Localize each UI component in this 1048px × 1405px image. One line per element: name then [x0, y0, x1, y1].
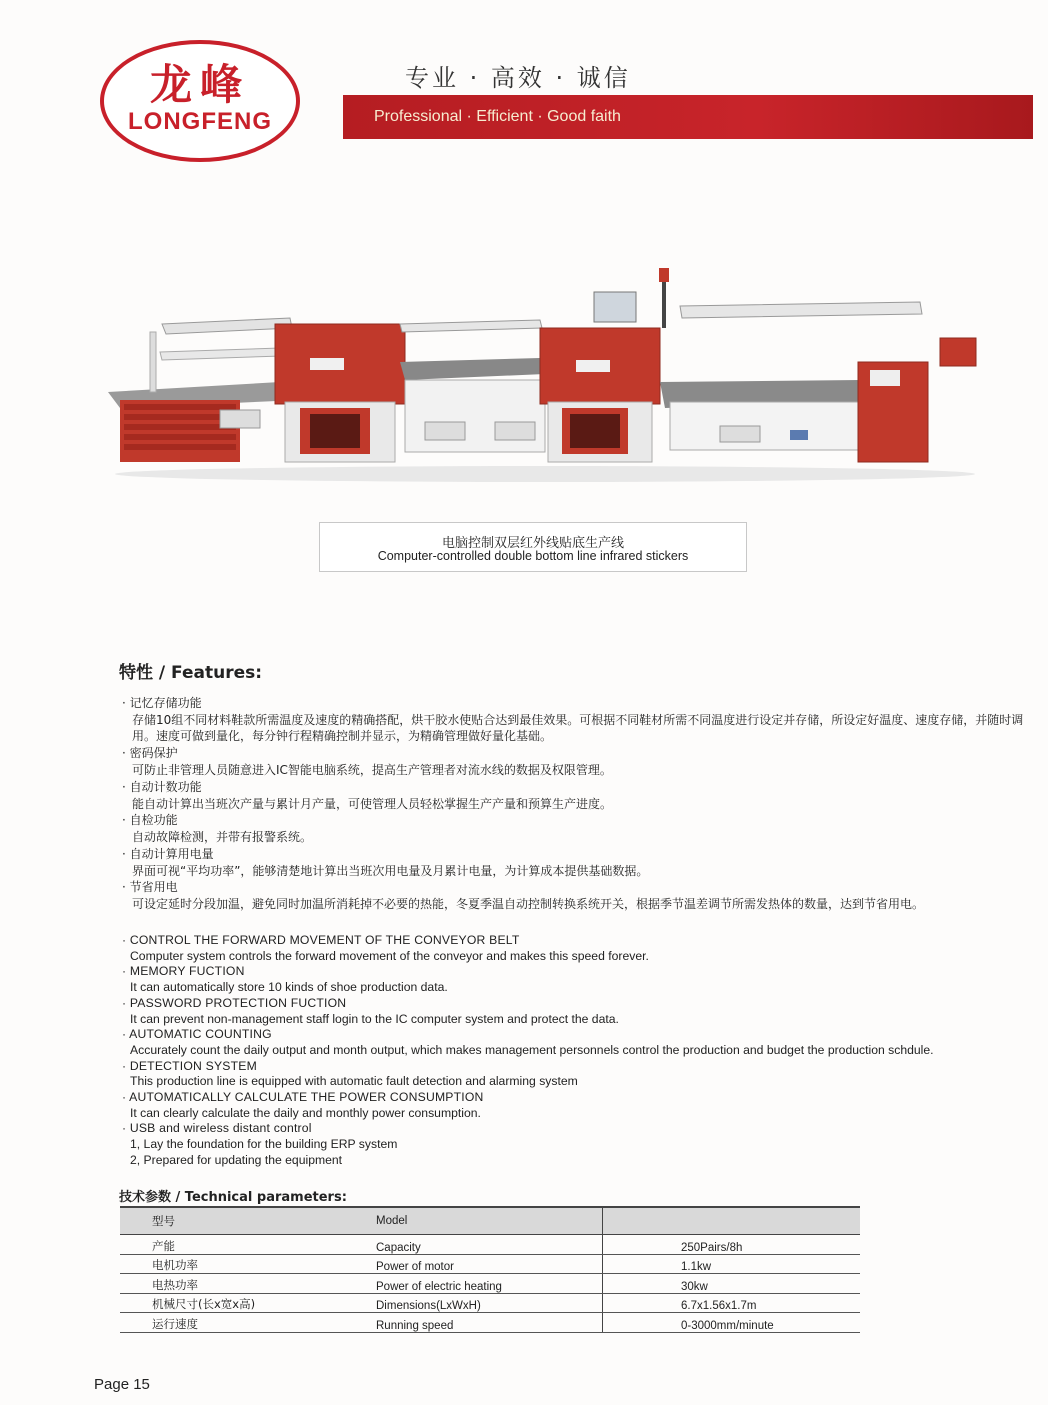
feature-cn-desc: 可防止非管理人员随意进入IC智能电脑系统，提高生产管理者对流水线的数据及权限管理。: [132, 762, 612, 777]
table-cell-en: Dimensions(LxWxH): [348, 1293, 603, 1313]
feature-cn-title: · 密码保护: [122, 746, 178, 760]
table-cell-value: [603, 1208, 861, 1235]
feature-cn-desc: 可设定延时分段加温，避免同时加温所消耗掉不必要的热能，冬夏季温自动控制转换系统开关，根据季节温差调节所需发热体的数量，达到节省用电。: [132, 896, 925, 911]
table-cell-cn: 型号: [120, 1208, 348, 1235]
company-logo: [100, 40, 300, 162]
feature-cn-item: [122, 812, 1032, 845]
feature-cn-desc: 自动故障检测，并带有报警系统。: [132, 829, 313, 844]
logo-en-text: LONGFENG: [128, 108, 272, 135]
table-row: [120, 1235, 860, 1255]
feature-en-title: · USB and wireless distant control: [122, 1121, 312, 1136]
table-cell-value: 30kw: [603, 1274, 861, 1294]
slogan-banner: [343, 95, 1033, 139]
feature-en-desc: Accurately count the daily output and month output, which makes management personnels control the production and budget the production schdule.: [130, 1042, 934, 1057]
table-cell-cn: 运行速度: [120, 1313, 348, 1333]
slogan-en: Professional · Efficient · Good faith: [374, 108, 621, 125]
table-cell-cn: 产能: [120, 1235, 348, 1255]
table-row: [120, 1274, 860, 1294]
feature-cn-item: [122, 879, 1032, 912]
feature-cn-item: [122, 846, 1032, 879]
table-cell-cn: 电热功率: [120, 1274, 348, 1294]
feature-cn-title: · 自检功能: [122, 813, 178, 827]
table-cell-value: 0-3000mm/minute: [603, 1313, 861, 1333]
caption-en: Computer-controlled double bottom line infrared stickers: [377, 549, 689, 563]
feature-en-desc: 1, Lay the foundation for the building ERP system: [130, 1137, 398, 1152]
feature-en-desc: It can clearly calculate the daily and monthly power consumption.: [130, 1105, 481, 1120]
page-number: Page 15: [94, 1376, 150, 1393]
feature-en-desc: This production line is equipped with automatic fault detection and alarming system: [130, 1074, 578, 1089]
feature-cn-title: · 自动计数功能: [122, 780, 202, 794]
table-cell-en: Power of electric heating: [348, 1274, 603, 1294]
feature-en-title: · AUTOMATIC COUNTING: [122, 1027, 272, 1042]
table-cell-value: 1.1kw: [603, 1254, 861, 1274]
table-cell-en: Model: [348, 1208, 603, 1235]
feature-en-desc: Computer system controls the forward movement of the conveyor and makes this speed forever.: [130, 948, 649, 963]
feature-en-title: · DETECTION SYSTEM: [122, 1058, 257, 1073]
logo-cn-text: 龙峰: [149, 60, 250, 109]
slogan-cn: 专业 · 高效 · 诚信: [405, 64, 631, 92]
feature-cn-item: [122, 779, 1032, 812]
feature-en-desc: 2, Prepared for updating the equipment: [130, 1152, 343, 1167]
feature-en-title: · AUTOMATICALLY CALCULATE THE POWER CONSUMPTION: [122, 1090, 484, 1105]
feature-cn-item: [122, 745, 1032, 778]
feature-en-desc: It can automatically store 10 kinds of shoe production data.: [130, 980, 448, 995]
feature-cn-desc: 界面可视“平均功率”，能够清楚地计算出当班次用电量及月累计电量，为计算成本提供基础数据。: [132, 863, 649, 878]
table-cell-value: 6.7x1.56x1.7m: [603, 1293, 861, 1313]
table-row: [120, 1254, 860, 1274]
table-cell-cn: 机械尺寸(长x宽x高): [120, 1293, 348, 1313]
table-cell-cn: 电机功率: [120, 1254, 348, 1274]
table-row: [120, 1313, 860, 1333]
feature-en-title: · MEMORY FUCTION: [122, 964, 245, 979]
table-cell-en: Power of motor: [348, 1254, 603, 1274]
table-cell-en: Capacity: [348, 1235, 603, 1255]
feature-cn-item: [122, 695, 1032, 745]
caption-cn: 电脑控制双层红外线贴底生产线: [441, 536, 624, 551]
feature-en-desc: It can prevent non-management staff login to the IC computer system and protect the data.: [130, 1011, 619, 1026]
production-line-image: [100, 262, 990, 492]
feature-cn-desc: 能自动计算出当班次产量与累计月产量，可使管理人员轻松掌握生产产量和预算生产进度。: [132, 796, 613, 811]
table-row: [120, 1293, 860, 1313]
features-en-list: [122, 933, 1022, 1169]
image-caption: [319, 522, 747, 572]
feature-cn-title: · 节省用电: [122, 880, 178, 894]
table-cell-value: 250Pairs/8h: [603, 1235, 861, 1255]
feature-en-title: · CONTROL THE FORWARD MOVEMENT OF THE CONVEYOR BELT: [122, 933, 520, 947]
feature-cn-title: · 记忆存储功能: [122, 696, 202, 710]
feature-cn-title: · 自动计算用电量: [122, 847, 214, 861]
tech-params-table: [120, 1208, 860, 1333]
feature-cn-desc: 存储10组不同材料鞋款所需温度及速度的精确搭配，烘干胶水使贴合达到最佳效果。可根据不同鞋材所需不同温度进行设定并存储，所设定好温度、速度存储，并随时调用。速度可做到量化，每分钟行程精确控制并显示，为精确管理做好量化基础。: [132, 712, 1024, 744]
features-heading: 特性 / Features:: [119, 663, 263, 683]
table-cell-en: Running speed: [348, 1313, 603, 1333]
tech-params-heading: 技术参数 / Technical parameters:: [119, 1190, 347, 1205]
table-header-row: [120, 1208, 860, 1235]
feature-en-title: · PASSWORD PROTECTION FUCTION: [122, 995, 347, 1010]
